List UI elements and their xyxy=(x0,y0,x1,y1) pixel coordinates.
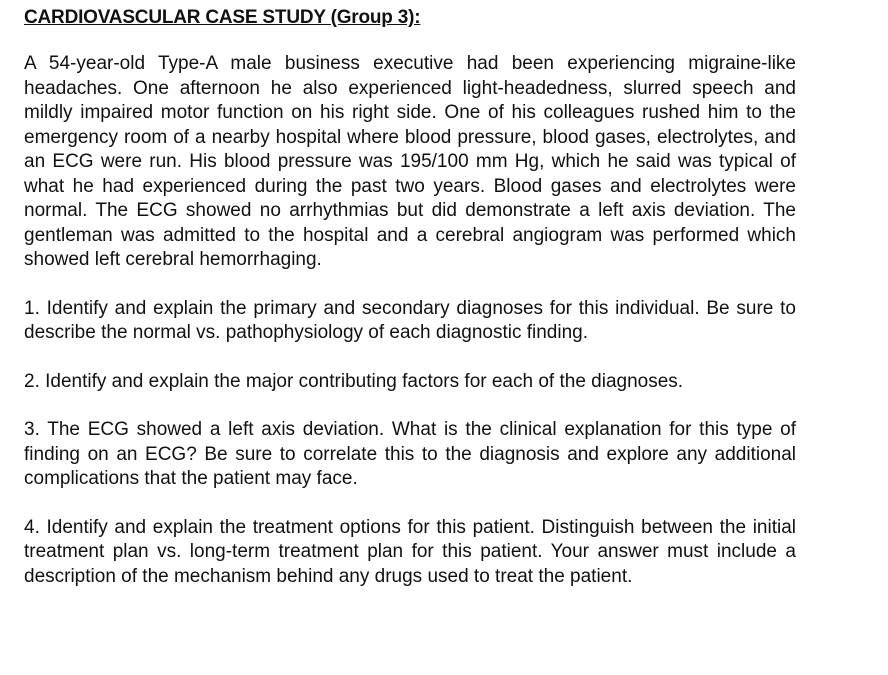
question-3: 3. The ECG showed a left axis deviation. What is the clinical explanation for this type of finding on an ECG? Be sure to correlate this to the diagnosis and explore any additional complications that the patient may face. xyxy=(24,419,796,489)
question-4: 4. Identify and explain the treatment options for this patient. Distinguish between the initial treatment plan vs. long-term treatment plan for this patient. Your answer must include a description of the mechanism behind any drugs used to treat the patient. xyxy=(24,516,796,587)
document-page xyxy=(24,6,796,589)
document-title: CARDIOVASCULAR CASE STUDY (Group 3): xyxy=(24,7,421,28)
question-list xyxy=(24,297,796,590)
case-description: A 54-year-old Type-A male business executive had been experiencing migraine-like headaches. One afternoon he also experienced light-headedness, slurred speech and mildly impaired motor function on his right side. One of his colleagues rushed him to the emergency room of a nearby hospital where blood pressure, blood gases, electrolytes, and an ECG were run. His blood pressure was 195/100 mm Hg, which he said was typical of what he had experienced during the past two years. Blood gases and electrolytes were normal. The ECG showed no arrhythmias but did demonstrate a left axis deviation. The gentleman was admitted to the hospital and a cerebral angiogram was performed which showed left cerebral hemorrhaging. xyxy=(24,53,796,270)
question-1: 1. Identify and explain the primary and secondary diagnoses for this individual. Be sure to describe the normal vs. pathophysiology of each diagnostic finding. xyxy=(24,297,796,343)
question-2: 2. Identify and explain the major contributing factors for each of the diagnoses. xyxy=(24,370,684,392)
